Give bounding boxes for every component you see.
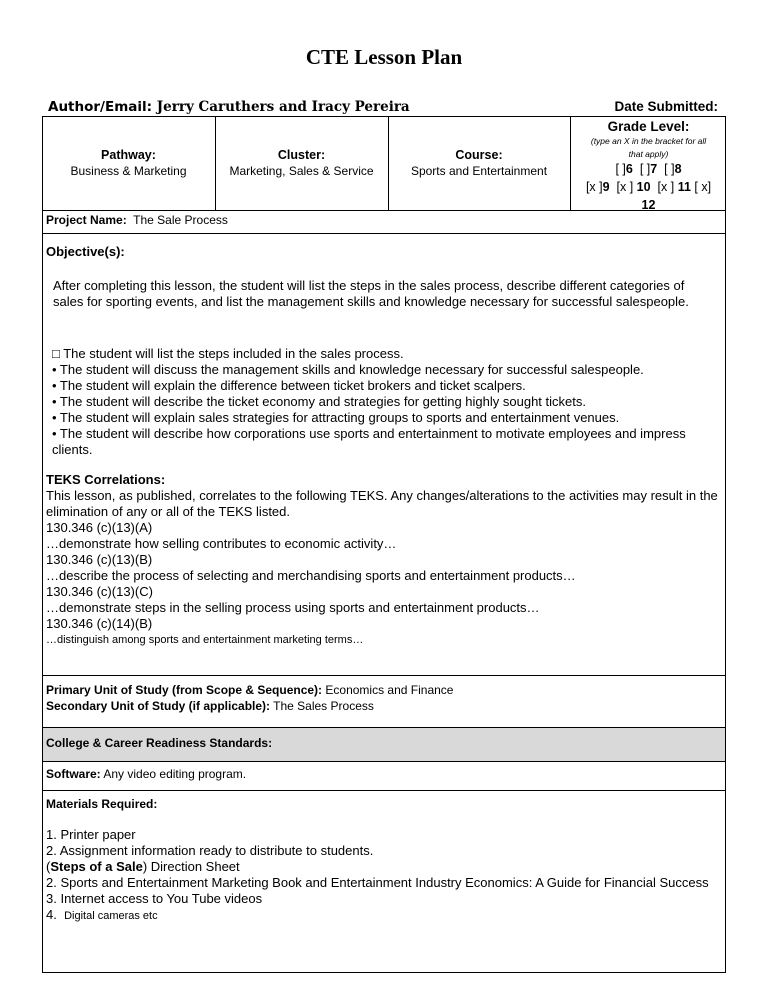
grade-options-row1 xyxy=(571,160,726,178)
author-field xyxy=(48,99,410,115)
grade-6: 6 xyxy=(625,162,633,176)
objectives-intro xyxy=(53,278,718,310)
page-title: CTE Lesson Plan xyxy=(305,45,463,69)
grade-options-row3 xyxy=(571,196,726,214)
teks-line: …demonstrate steps in the selling process using sports and entertainment products… xyxy=(46,600,540,615)
software-field xyxy=(46,767,246,781)
material-item: 2. Assignment information ready to distribute to students. xyxy=(46,843,374,858)
grade-10: 10 xyxy=(636,180,651,194)
teks-intro: This lesson, as published, correlates to the following TEKS. Any changes/alterations to the activities may result in the elimination of any or all of the TEKS listed. xyxy=(46,488,718,519)
objectives-intro-text: After completing this lesson, the student will list the steps in the sales process, describe different categories of sales for sporting events, and list the management skills and knowledge necessary for successful salespeople. xyxy=(53,278,689,309)
grade-7: 7 xyxy=(650,162,658,176)
teks-line: 130.346 (c)(13)(B) xyxy=(46,552,153,567)
grade-8: 8 xyxy=(674,162,682,176)
row-divider xyxy=(42,675,726,676)
software-label: Software: xyxy=(46,767,101,781)
row-divider xyxy=(42,210,726,211)
pathway-value: Business & Marketing xyxy=(70,164,187,178)
secondary-unit xyxy=(46,698,453,714)
cluster-label: Cluster: xyxy=(277,148,326,162)
project-name-value: The Sale Process xyxy=(133,213,228,227)
grade-9: 9 xyxy=(602,180,610,194)
grade-note-1: (type an X in the bracket for all xyxy=(590,136,707,146)
secondary-unit-label: Secondary Unit of Study (if applicable): xyxy=(46,699,271,713)
material-number: 4. xyxy=(46,907,57,922)
primary-unit-value: Economics and Finance xyxy=(325,683,454,697)
pathway-cell xyxy=(42,148,215,178)
row-divider xyxy=(42,790,726,791)
material-item: 3. Internet access to You Tube videos xyxy=(46,891,263,906)
objective-item: □ The student will list the steps included in the sales process. xyxy=(52,346,404,361)
steps-of-sale: Steps of a Sale xyxy=(50,859,143,874)
author-value: Jerry Caruthers and Iracy Pereira xyxy=(156,99,410,115)
author-label: Author/Email: xyxy=(48,99,153,115)
material-paren: ( xyxy=(46,859,51,874)
date-submitted-label: Date Submitted: xyxy=(614,99,718,114)
materials-list xyxy=(46,827,722,924)
grade-10-bracket[interactable]: [x ] xyxy=(616,180,634,194)
teks-line: …demonstrate how selling contributes to economic activity… xyxy=(46,536,397,551)
primary-unit xyxy=(46,682,453,698)
grade-level-cell xyxy=(570,117,726,210)
project-name-label: Project Name: xyxy=(46,213,127,227)
cluster-cell xyxy=(215,148,388,178)
units-section xyxy=(46,682,453,714)
teks-line: 130.346 (c)(13)(C) xyxy=(46,584,153,599)
grade-options-row2 xyxy=(571,178,726,196)
teks-line-last: …distinguish among sports and entertainment marketing terms… xyxy=(46,634,364,646)
teks-line: 130.346 (c)(13)(A) xyxy=(46,520,153,535)
grade-level-label: Grade Level: xyxy=(607,119,690,134)
objectives-heading: Objective(s): xyxy=(46,244,125,259)
primary-unit-label: Primary Unit of Study (from Scope & Sequence): xyxy=(46,683,323,697)
objective-item: • The student will describe the ticket economy and strategies for getting highly sought tickets. xyxy=(52,394,586,409)
project-name xyxy=(46,213,228,227)
teks-line: …describe the process of selecting and merchandising sports and entertainment products… xyxy=(46,568,576,583)
pathway-label: Pathway: xyxy=(101,148,156,162)
material-item xyxy=(46,907,722,924)
grade-11-bracket[interactable]: [x ] xyxy=(657,180,675,194)
grade-12: 12 xyxy=(641,198,656,212)
objective-item: • The student will explain the difference between ticket brokers and ticket scalpers. xyxy=(52,378,526,393)
course-label: Course: xyxy=(455,148,503,162)
course-cell xyxy=(388,148,570,178)
objective-item: • The student will describe how corporations use sports and entertainment to motivate employees and impress clients. xyxy=(52,426,686,457)
grade-12-bracket[interactable]: [ x] xyxy=(694,180,712,194)
objective-item: • The student will explain sales strategies for attracting groups to sports and entertainment venues. xyxy=(52,410,620,425)
ccr-heading: College & Career Readiness Standards: xyxy=(46,736,273,750)
objectives-list xyxy=(52,346,722,458)
material-item: 1. Printer paper xyxy=(46,827,136,842)
grade-note-2: that apply) xyxy=(628,149,669,159)
secondary-unit-value: The Sales Process xyxy=(273,699,374,713)
teks-line: 130.346 (c)(14)(B) xyxy=(46,616,153,631)
row-divider xyxy=(42,761,726,762)
teks-heading: TEKS Correlations: xyxy=(46,472,166,487)
grade-7-bracket[interactable]: [ ] xyxy=(639,162,651,176)
objective-item: • The student will discuss the management skills and knowledge necessary for successful salespeople. xyxy=(52,362,644,377)
row-divider xyxy=(42,233,726,234)
materials-heading: Materials Required: xyxy=(46,797,158,811)
grade-8-bracket[interactable]: [ ] xyxy=(664,162,675,176)
cluster-value: Marketing, Sales & Service xyxy=(229,164,374,178)
grade-11: 11 xyxy=(677,180,691,194)
course-value: Sports and Entertainment xyxy=(410,164,548,178)
material-rest: ) Direction Sheet xyxy=(142,859,240,874)
material-text: Digital cameras etc xyxy=(64,910,158,922)
material-item: 2. Sports and Entertainment Marketing Book and Entertainment Industry Economics: A Guide for Financial Success xyxy=(46,875,709,890)
material-item xyxy=(46,859,722,875)
software-value: Any video editing program. xyxy=(103,767,247,781)
grade-6-bracket[interactable]: [ ] xyxy=(615,162,626,176)
grade-9-bracket[interactable]: [x ] xyxy=(585,180,603,194)
teks-section xyxy=(46,472,722,648)
